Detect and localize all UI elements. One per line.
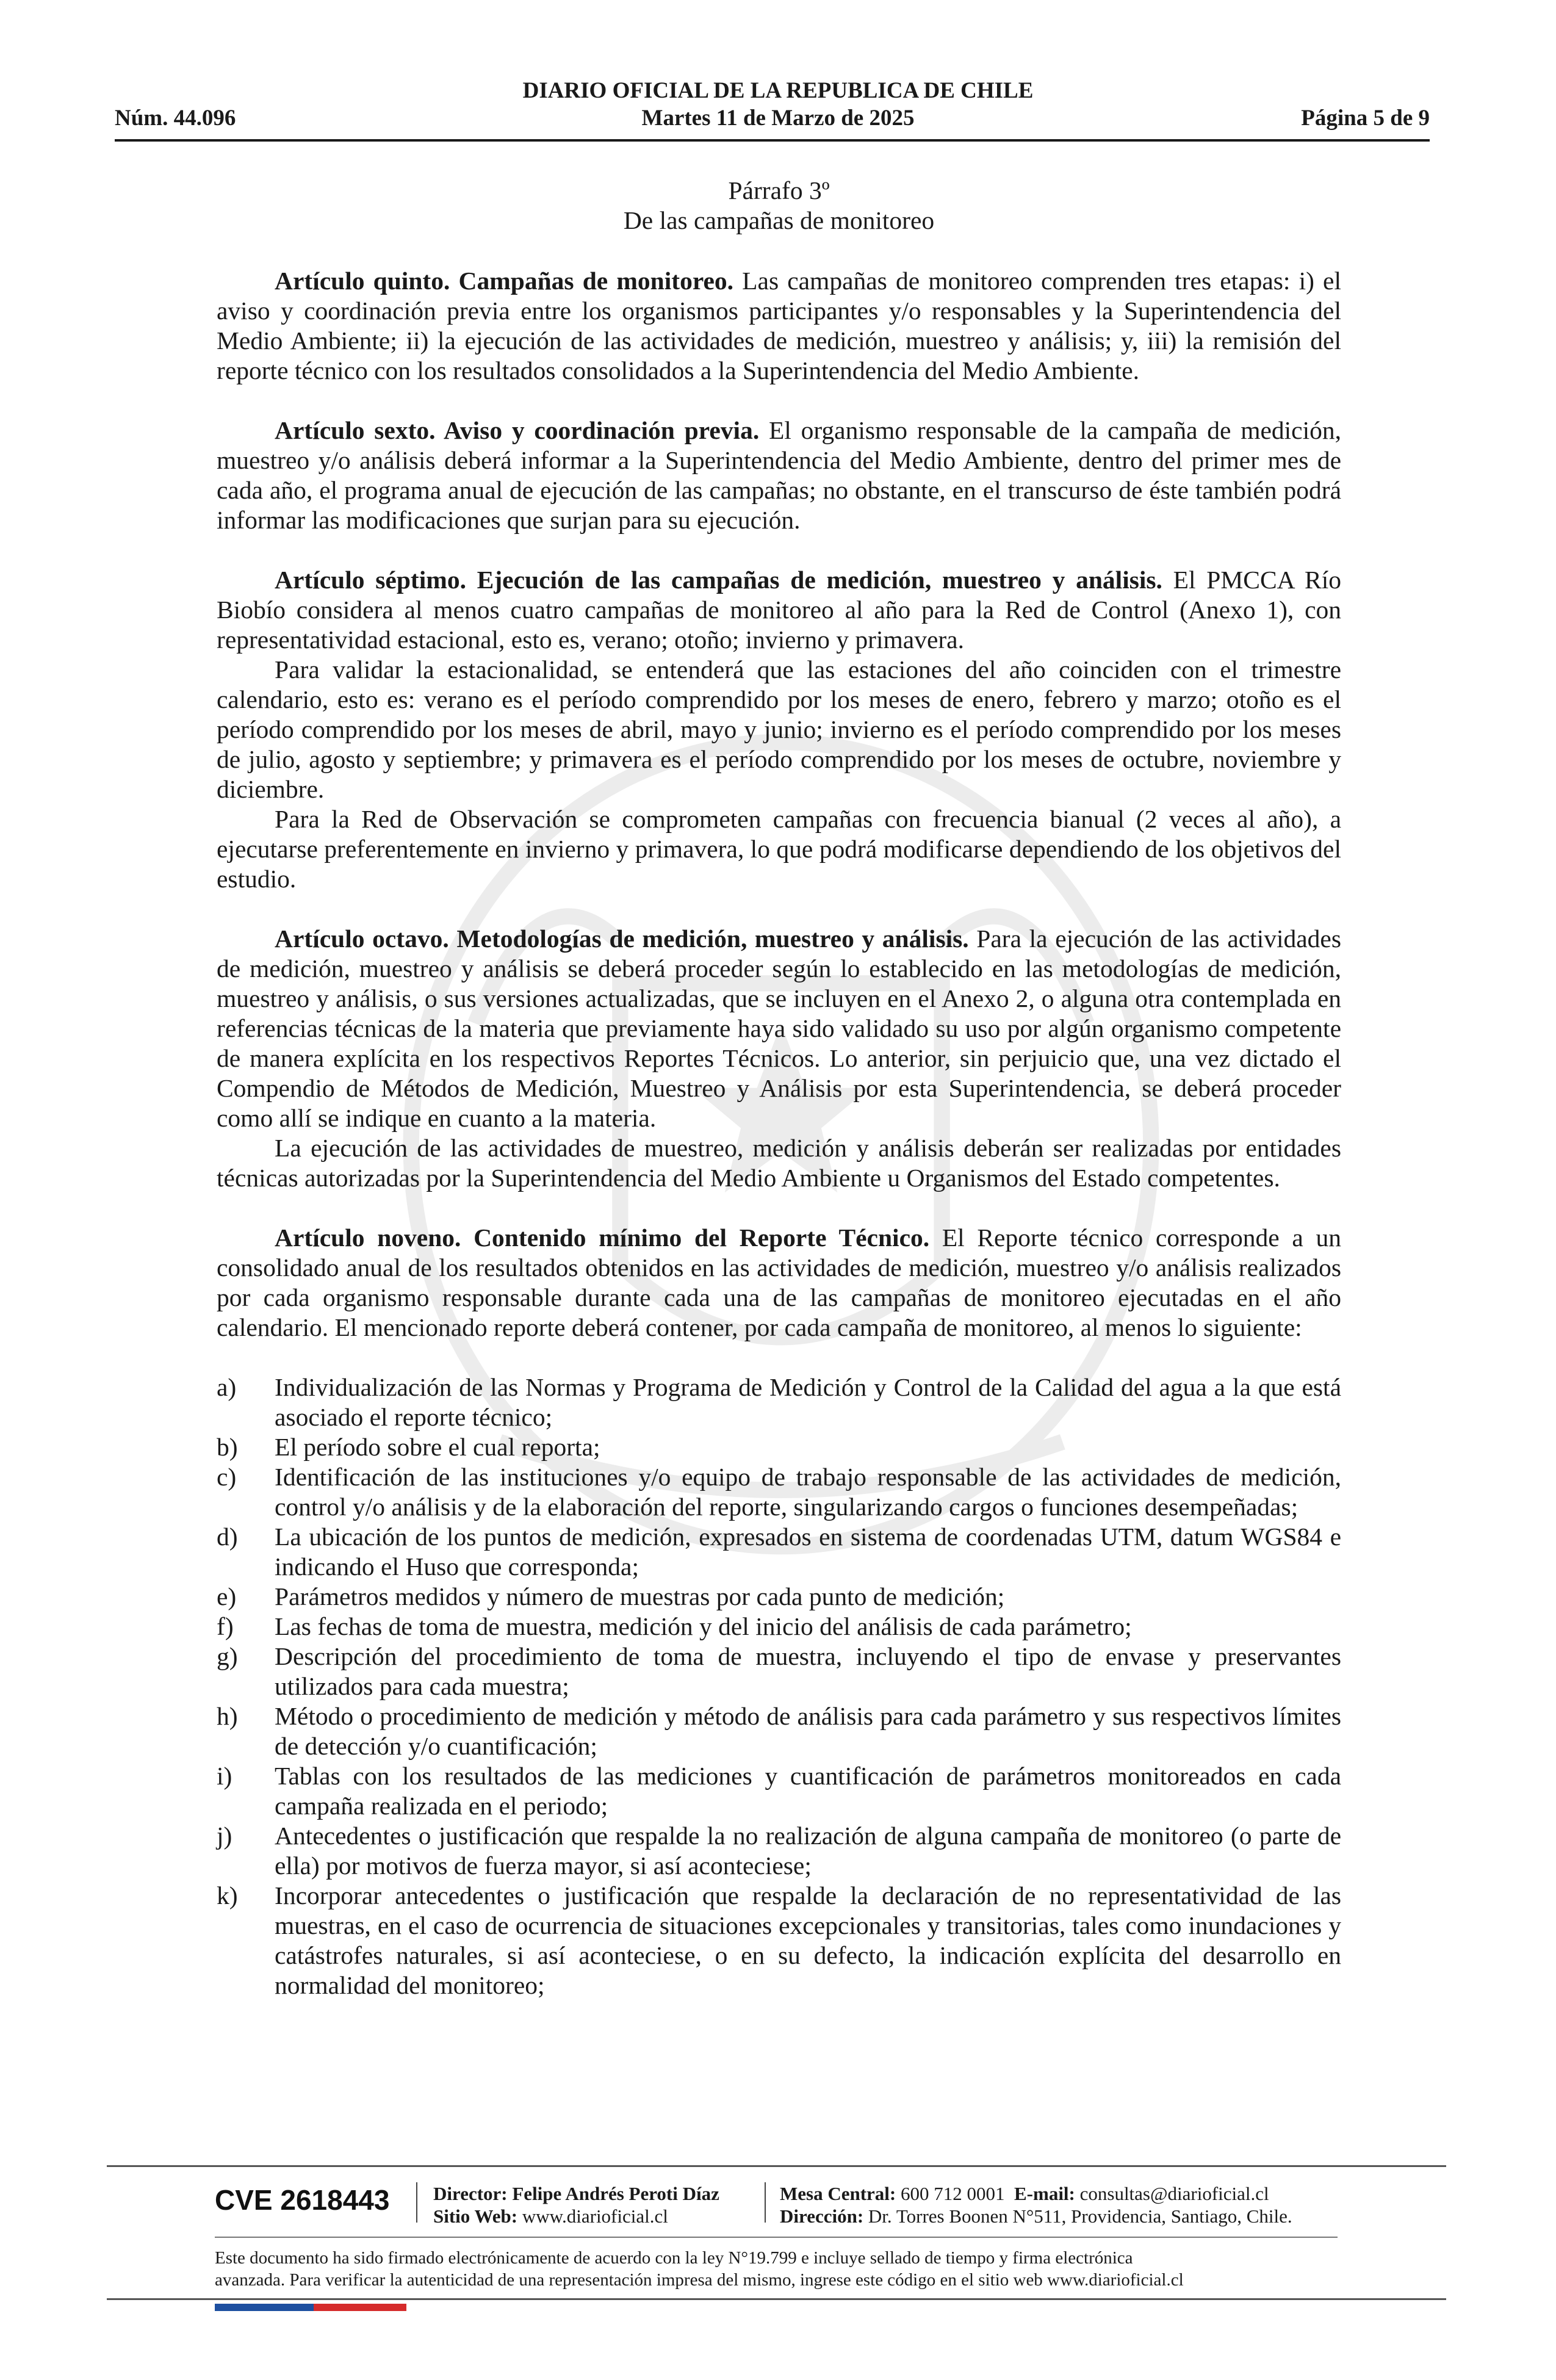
list-label: d)	[217, 1523, 238, 1551]
footer-separator	[416, 2182, 417, 2223]
article-quinto	[217, 266, 1341, 386]
article-text: Para la ejecución de las actividades de medición, muestreo y análisis se deberá proceder según lo establecido en las metodologías de medición, muestreo y análisis, o sus versiones actualizadas, que se incluyen en el Anexo 2, o alguna otra contemplada en referencias técnicas de la materia que previamente haya sido validado su uso por algún organismo competente de manera explícita en los respectivos Reportes Técnicos. Lo anterior, sin perjuicio que, una vez dictado el Compendio de Métodos de Medición, Muestreo y Análisis por esta Superintendencia, se deberá proceder como allí se indique en cuanto a la materia.	[217, 925, 1341, 1132]
list-item	[217, 1701, 1341, 1761]
website-link[interactable]: www.diarioficial.cl	[522, 2205, 668, 2227]
email-label: E-mail:	[1014, 2183, 1075, 2204]
article-heading: Artículo noveno. Contenido mínimo del Reporte Técnico.	[275, 1224, 930, 1252]
address-text: Dr. Torres Boonen N°511, Providencia, Santiago, Chile.	[868, 2205, 1292, 2227]
article-septimo	[217, 565, 1341, 894]
article-heading: Artículo sexto. Aviso y coordinación previa.	[275, 416, 760, 444]
article-sexto	[217, 416, 1341, 535]
list-text: Descripción del procedimiento de toma de muestra, incluyendo el tipo de envase y preservantes utilizados para cada muestra;	[275, 1642, 1341, 1700]
list-label: f)	[217, 1612, 234, 1640]
article-noveno	[217, 1223, 1341, 1343]
list-label: c)	[217, 1463, 237, 1491]
list-item	[217, 1522, 1341, 1582]
signature-notice-line: avanzada. Para verificar la autenticidad de una representación impresa del mismo, ingrese este código en el sitio web www.diarioficial.cl	[215, 2270, 1184, 2290]
publication-title: DIARIO OFICIAL DE LA REPUBLICA DE CHILE	[522, 78, 1034, 103]
list-label: e)	[217, 1582, 237, 1610]
email-link[interactable]: consultas@diarioficial.cl	[1079, 2183, 1269, 2204]
article-heading: Artículo octavo. Metodologías de medición, muestreo y análisis.	[275, 925, 969, 953]
article-paragraph: Para la Red de Observación se comprometen campañas con frecuencia bianual (2 veces al año), a ejecutarse preferentemente en invierno y primavera, lo que podrá modificarse dependiendo de los objetivos del estudio.	[217, 805, 1341, 893]
list-label: a)	[217, 1373, 237, 1401]
list-label: j)	[217, 1822, 232, 1850]
footer-divider-top	[107, 2165, 1446, 2167]
publication-date: Martes 11 de Marzo de 2025	[641, 106, 915, 131]
list-text: El período sobre el cual reporta;	[275, 1433, 600, 1461]
article-paragraph: La ejecución de las actividades de muestreo, medición y análisis deberán ser realizadas por entidades técnicas autorizadas por la Superintendencia del Medio Ambiente u Organismos del Estado competentes.	[217, 1134, 1341, 1192]
footer-contact-block	[780, 2182, 1292, 2227]
list-item	[217, 1582, 1341, 1612]
address-label: Dirección:	[780, 2205, 864, 2227]
list-text: Parámetros medidos y número de muestras por cada punto de medición;	[275, 1582, 1005, 1610]
footer-divider-mid	[215, 2237, 1338, 2238]
article-paragraph: Para validar la estacionalidad, se entenderá que las estaciones del año coinciden con el trimestre calendario, esto es: verano es el período comprendido por los meses de enero, febrero y marzo; otoño es el período comprendido por los meses de abril, mayo y junio; invierno es el período comprendido por los meses de julio, agosto y septiembre; y primavera es el período comprendido por los meses de octubre, noviembre y diciembre.	[217, 655, 1341, 803]
page-indicator: Página 5 de 9	[1301, 106, 1430, 131]
list-label: k)	[217, 1881, 238, 1909]
list-item	[217, 1432, 1341, 1462]
director-name: Felipe Andrés Peroti Díaz	[512, 2183, 719, 2204]
list-label: i)	[217, 1762, 232, 1790]
list-label: b)	[217, 1433, 238, 1461]
report-contents-list	[217, 1372, 1341, 2000]
article-heading: Artículo quinto. Campañas de monitoreo.	[275, 267, 734, 295]
flag-stripe-blue	[215, 2304, 314, 2311]
director-label: Director:	[433, 2183, 508, 2204]
paragraph-number: Párrafo 3º	[728, 176, 830, 204]
document-body	[217, 176, 1341, 2000]
cve-code: CVE 2618443	[215, 2184, 390, 2216]
article-octavo	[217, 924, 1341, 1193]
phone-number: 600 712 0001	[901, 2183, 1005, 2204]
list-item	[217, 1761, 1341, 1821]
list-item	[217, 1881, 1341, 2000]
footer-separator	[765, 2182, 766, 2223]
header-divider	[115, 139, 1430, 142]
article-text: El PMCCA Río Biobío considera al menos cuatro campañas de monitoreo al año para la Red de Control (Anexo 1), con representatividad estacional, esto es, verano; otoño; invierno y primavera.	[217, 566, 1341, 654]
issue-number: Núm. 44.096	[115, 106, 236, 131]
paragraph-subtitle: De las campañas de monitoreo	[623, 206, 935, 234]
list-text: Antecedentes o justificación que respalde la no realización de alguna campaña de monitoreo (o parte de ella) por motivos de fuerza mayor, si así aconteciese;	[275, 1822, 1341, 1880]
list-text: Tablas con los resultados de las mediciones y cuantificación de parámetros monitoreados en cada campaña realizada en el periodo;	[275, 1762, 1341, 1820]
list-text: Identificación de las instituciones y/o equipo de trabajo responsable de las actividades de medición, control y/o análisis y de la elaboración del reporte, singularizando cargos o funciones desempeñadas;	[275, 1463, 1341, 1521]
footer-director-block	[433, 2182, 719, 2227]
footer-divider-bottom	[107, 2298, 1446, 2300]
list-text: Método o procedimiento de medición y método de análisis para cada parámetro y sus respectivos límites de detección y/o cuantificación;	[275, 1702, 1341, 1760]
article-text: El organismo responsable de la campaña de medición, muestreo y/o análisis deberá informar a la Superintendencia del Medio Ambiente, dentro del primer mes de cada año, el programa anual de ejecución de las campañas; no obstante, en el transcurso de éste también podrá informar las modificaciones que surjan para su ejecución.	[217, 416, 1341, 534]
list-item	[217, 1612, 1341, 1642]
article-heading: Artículo séptimo. Ejecución de las campañas de medición, muestreo y análisis.	[275, 566, 1162, 594]
signature-notice-line: Este documento ha sido firmado electrónicamente de acuerdo con la ley N°19.799 e incluye sellado de tiempo y firma electrónica	[215, 2248, 1133, 2268]
article-text: El Reporte técnico corresponde a un consolidado anual de los resultados obtenidos en las actividades de medición, muestreo y/o análisis realizados por cada organismo responsable durante cada una de las campañas de monitoreo ejecutadas en el año calendario. El mencionado reporte deberá contener, por cada campaña de monitoreo, al menos lo siguiente:	[217, 1224, 1341, 1341]
list-label: g)	[217, 1642, 238, 1670]
list-label: h)	[217, 1702, 238, 1730]
website-label: Sitio Web:	[433, 2205, 518, 2227]
list-text: Individualización de las Normas y Programa de Medición y Control de la Calidad del agua a la que está asociado el reporte técnico;	[275, 1373, 1341, 1431]
phone-label: Mesa Central:	[780, 2183, 896, 2204]
list-item	[217, 1462, 1341, 1522]
list-text: Las fechas de toma de muestra, medición y del inicio del análisis de cada parámetro;	[275, 1612, 1132, 1640]
flag-stripe-red	[314, 2304, 406, 2311]
section-heading	[217, 176, 1341, 236]
list-item	[217, 1642, 1341, 1701]
list-item	[217, 1821, 1341, 1881]
list-text: La ubicación de los puntos de medición, expresados en sistema de coordenadas UTM, datum WGS84 e indicando el Huso que corresponda;	[275, 1523, 1341, 1581]
article-text: Las campañas de monitoreo comprenden tres etapas: i) el aviso y coordinación previa entre los organismos participantes y/o responsables y la Superintendencia del Medio Ambiente; ii) la ejecución de las actividades de medición, muestreo y análisis; y, iii) la remisión del reporte técnico con los resultados consolidados a la Superintendencia del Medio Ambiente.	[217, 267, 1341, 384]
signature-notice	[215, 2247, 1362, 2291]
list-item	[217, 1372, 1341, 1432]
list-text: Incorporar antecedentes o justificación que respalde la declaración de no representatividad de las muestras, en el caso de ocurrencia de situaciones excepcionales y transitorias, tales como inundaciones y catástrofes naturales, si así aconteciese, o en su defecto, la indicación explícita del desarrollo en normalidad del monitoreo;	[275, 1881, 1341, 1999]
